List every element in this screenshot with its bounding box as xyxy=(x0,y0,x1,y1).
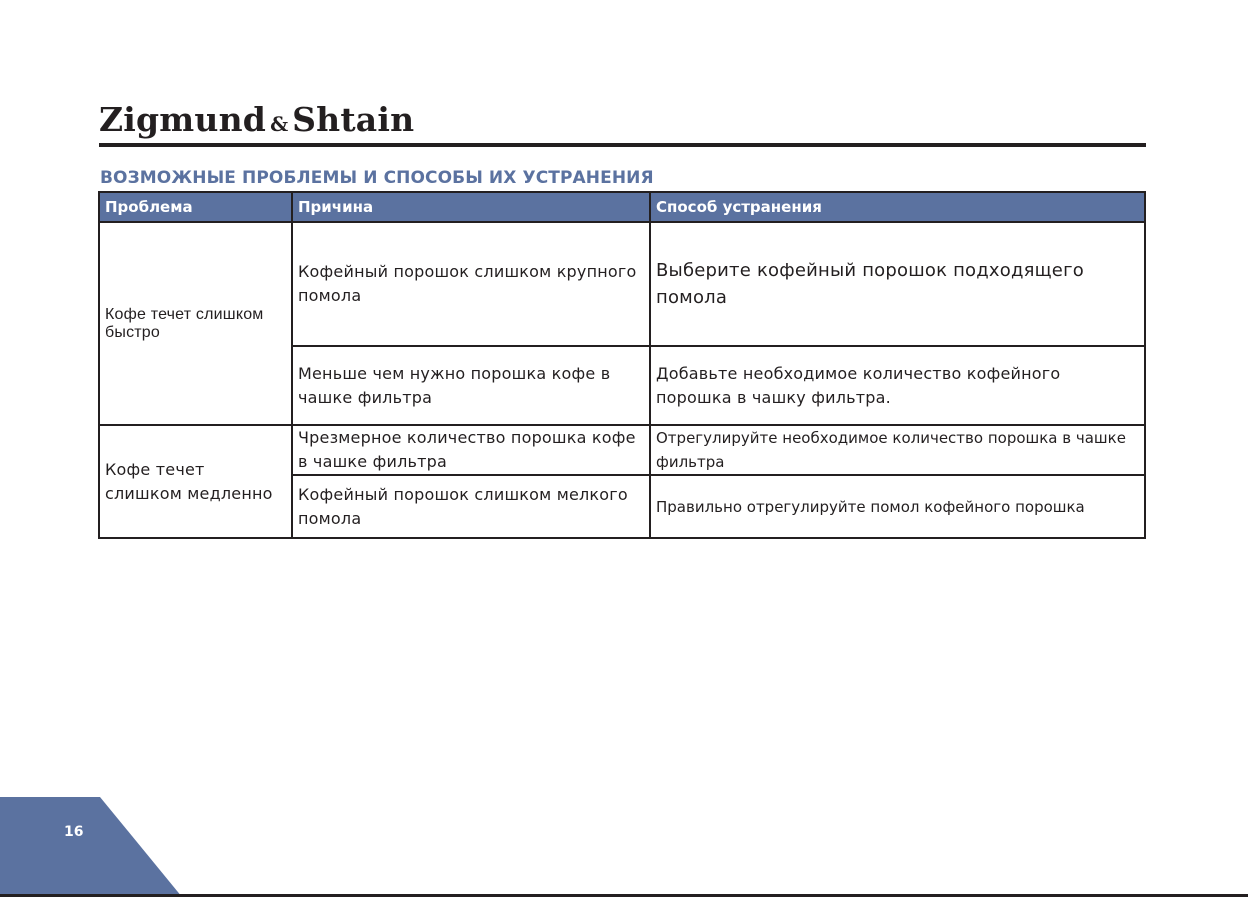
table-row xyxy=(99,222,1145,346)
cause-cell: Меньше чем нужно порошка кофе в чашке фильтра xyxy=(292,346,650,425)
solution-cell: Отрегулируйте необходимое количество порошка в чашке фильтра xyxy=(650,425,1145,475)
solution-cell: Добавьте необходимое количество кофейного порошка в чашку фильтра. xyxy=(650,346,1145,425)
brand-ampersand: & xyxy=(270,112,289,136)
header-divider xyxy=(99,143,1146,147)
table-header-row xyxy=(99,192,1145,222)
brand-logo xyxy=(99,100,414,140)
page-corner-tab xyxy=(0,797,182,897)
problem-cell: Кофе течет слишком медленно xyxy=(99,425,292,538)
cause-cell: Кофейный порошок слишком крупного помола xyxy=(292,222,650,346)
solution-cell: Выберите кофейный порошок подходящего помола xyxy=(650,222,1145,346)
page-number: 16 xyxy=(64,824,84,840)
header-problem: Проблема xyxy=(99,192,292,222)
section-title: ВОЗМОЖНЫЕ ПРОБЛЕМЫ И СПОСОБЫ ИХ УСТРАНЕНИЯ xyxy=(100,168,654,188)
brand-name-part1: Zigmund xyxy=(99,100,267,139)
troubleshooting-table xyxy=(98,191,1146,539)
header-solution: Способ устранения xyxy=(650,192,1145,222)
solution-cell: Правильно отрегулируйте помол кофейного порошка xyxy=(650,475,1145,538)
table-row xyxy=(99,425,1145,475)
cause-cell: Кофейный порошок слишком мелкого помола xyxy=(292,475,650,538)
header-cause: Причина xyxy=(292,192,650,222)
cause-cell: Чрезмерное количество порошка кофе в чашке фильтра xyxy=(292,425,650,475)
brand-name-part2: Shtain xyxy=(292,100,415,139)
problem-cell: Кофе течет слишком быстро xyxy=(99,222,292,425)
